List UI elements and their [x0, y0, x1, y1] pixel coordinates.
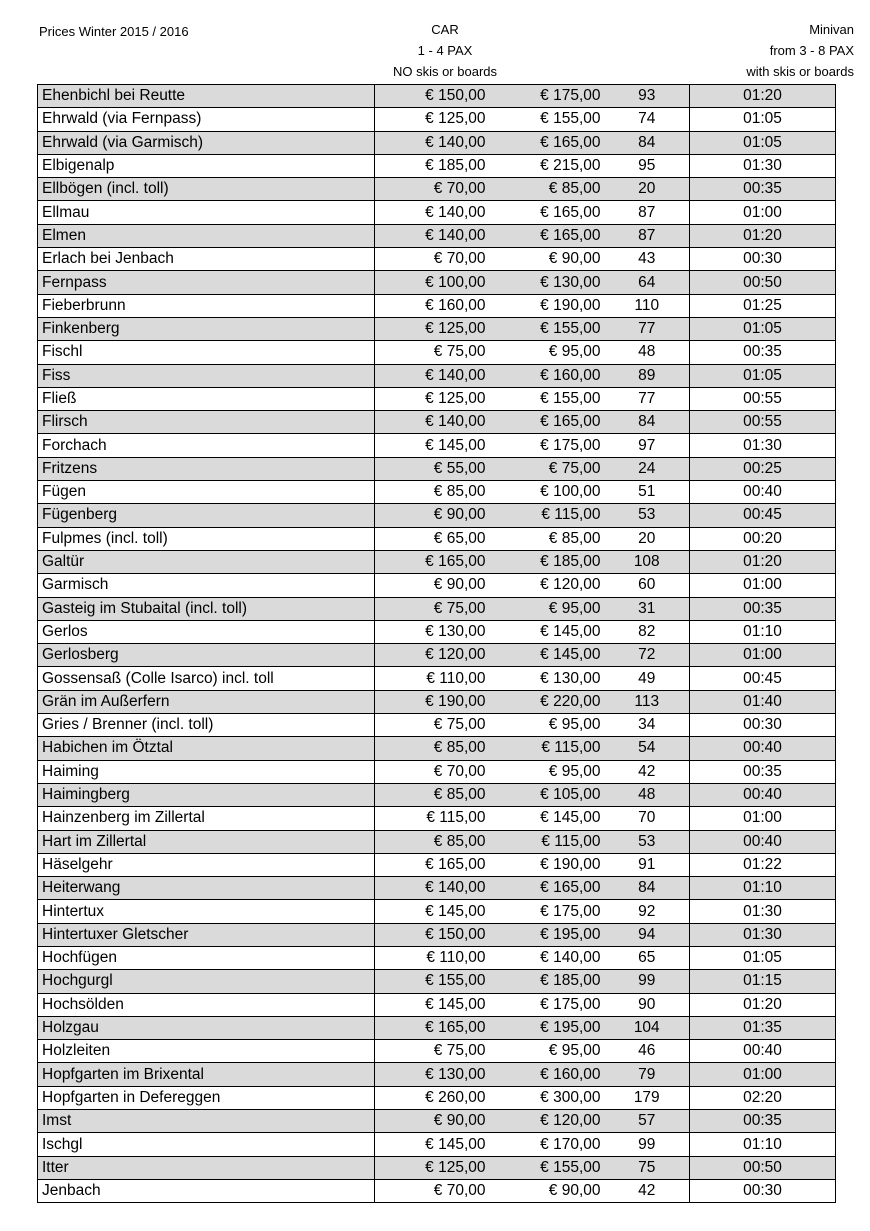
duration-cell: 01:30 [690, 900, 836, 923]
duration-cell: 00:50 [690, 1156, 836, 1179]
minivan-label: Minivan [809, 22, 854, 37]
table-row [38, 760, 836, 783]
table-row [38, 1110, 836, 1133]
car-price-cell: € 85,00 [375, 737, 490, 760]
car-price-cell: € 165,00 [375, 1016, 490, 1039]
car-price-cell: € 260,00 [375, 1086, 490, 1109]
distance-cell: 34 [605, 714, 690, 737]
duration-cell: 01:00 [690, 807, 836, 830]
duration-cell: 00:50 [690, 271, 836, 294]
duration-cell: 00:45 [690, 667, 836, 690]
destination-cell: Hintertux [38, 900, 375, 923]
destination-cell: Galtür [38, 550, 375, 573]
car-price-cell: € 90,00 [375, 504, 490, 527]
minivan-price-cell: € 160,00 [490, 1063, 605, 1086]
table-row [38, 620, 836, 643]
car-price-cell: € 75,00 [375, 714, 490, 737]
minivan-price-cell: € 130,00 [490, 667, 605, 690]
table-row [38, 1133, 836, 1156]
minivan-price-cell: € 165,00 [490, 224, 605, 247]
minivan-price-cell: € 140,00 [490, 946, 605, 969]
car-price-cell: € 75,00 [375, 597, 490, 620]
car-price-cell: € 110,00 [375, 946, 490, 969]
table-row [38, 574, 836, 597]
distance-cell: 113 [605, 690, 690, 713]
table-row [38, 201, 836, 224]
destination-cell: Garmisch [38, 574, 375, 597]
minivan-price-cell: € 120,00 [490, 1110, 605, 1133]
table-row [38, 1156, 836, 1179]
table-row [38, 434, 836, 457]
destination-cell: Holzgau [38, 1016, 375, 1039]
car-price-cell: € 70,00 [375, 1179, 490, 1202]
table-row [38, 877, 836, 900]
duration-cell: 00:35 [690, 341, 836, 364]
car-note: NO skis or boards [392, 64, 498, 79]
distance-cell: 90 [605, 993, 690, 1016]
distance-cell: 179 [605, 1086, 690, 1109]
car-price-cell: € 120,00 [375, 644, 490, 667]
car-price-cell: € 140,00 [375, 131, 490, 154]
destination-cell: Forchach [38, 434, 375, 457]
duration-cell: 01:15 [690, 970, 836, 993]
distance-cell: 49 [605, 667, 690, 690]
distance-cell: 24 [605, 457, 690, 480]
minivan-price-cell: € 160,00 [490, 364, 605, 387]
car-price-cell: € 140,00 [375, 364, 490, 387]
car-price-cell: € 125,00 [375, 387, 490, 410]
minivan-price-cell: € 130,00 [490, 271, 605, 294]
destination-cell: Ehrwald (via Fernpass) [38, 108, 375, 131]
duration-cell: 00:40 [690, 830, 836, 853]
duration-cell: 00:35 [690, 178, 836, 201]
duration-cell: 01:05 [690, 317, 836, 340]
car-price-cell: € 100,00 [375, 271, 490, 294]
car-price-cell: € 85,00 [375, 830, 490, 853]
price-table [37, 84, 836, 1203]
car-price-cell: € 55,00 [375, 457, 490, 480]
minivan-price-cell: € 170,00 [490, 1133, 605, 1156]
destination-cell: Hintertuxer Gletscher [38, 923, 375, 946]
car-pax: 1 - 4 PAX [417, 43, 473, 58]
distance-cell: 43 [605, 248, 690, 271]
table-row [38, 1063, 836, 1086]
distance-cell: 51 [605, 481, 690, 504]
car-price-cell: € 150,00 [375, 85, 490, 108]
table-row [38, 341, 836, 364]
minivan-price-cell: € 145,00 [490, 620, 605, 643]
destination-cell: Gerlos [38, 620, 375, 643]
duration-cell: 00:40 [690, 1040, 836, 1063]
destination-cell: Hopfgarten im Brixental [38, 1063, 375, 1086]
destination-cell: Haimingberg [38, 783, 375, 806]
distance-cell: 31 [605, 597, 690, 620]
minivan-price-cell: € 220,00 [490, 690, 605, 713]
destination-cell: Fischl [38, 341, 375, 364]
destination-cell: Erlach bei Jenbach [38, 248, 375, 271]
destination-cell: Hochgurgl [38, 970, 375, 993]
car-price-cell: € 165,00 [375, 550, 490, 573]
minivan-price-cell: € 105,00 [490, 783, 605, 806]
distance-cell: 54 [605, 737, 690, 760]
car-price-cell: € 155,00 [375, 970, 490, 993]
table-row [38, 85, 836, 108]
minivan-price-cell: € 155,00 [490, 108, 605, 131]
minivan-price-cell: € 175,00 [490, 85, 605, 108]
distance-cell: 74 [605, 108, 690, 131]
table-row [38, 644, 836, 667]
destination-cell: Gerlosberg [38, 644, 375, 667]
car-price-cell: € 145,00 [375, 993, 490, 1016]
table-row [38, 411, 836, 434]
destination-cell: Habichen im Ötztal [38, 737, 375, 760]
destination-cell: Haiming [38, 760, 375, 783]
duration-cell: 01:10 [690, 620, 836, 643]
car-price-cell: € 145,00 [375, 900, 490, 923]
duration-cell: 01:05 [690, 131, 836, 154]
car-column-header [330, 19, 560, 82]
table-row [38, 807, 836, 830]
distance-cell: 84 [605, 131, 690, 154]
minivan-price-cell: € 115,00 [490, 737, 605, 760]
car-price-cell: € 140,00 [375, 877, 490, 900]
table-row [38, 504, 836, 527]
duration-cell: 01:05 [690, 946, 836, 969]
minivan-price-cell: € 115,00 [490, 504, 605, 527]
duration-cell: 00:30 [690, 248, 836, 271]
table-row [38, 364, 836, 387]
table-row [38, 714, 836, 737]
duration-cell: 01:00 [690, 1063, 836, 1086]
minivan-price-cell: € 175,00 [490, 434, 605, 457]
minivan-pax: from 3 - 8 PAX [769, 43, 854, 58]
car-price-cell: € 160,00 [375, 294, 490, 317]
destination-cell: Fließ [38, 387, 375, 410]
duration-cell: 00:40 [690, 783, 836, 806]
car-price-cell: € 70,00 [375, 178, 490, 201]
distance-cell: 95 [605, 154, 690, 177]
car-price-cell: € 190,00 [375, 690, 490, 713]
destination-cell: Finkenberg [38, 317, 375, 340]
destination-cell: Fieberbrunn [38, 294, 375, 317]
distance-cell: 70 [605, 807, 690, 830]
table-row [38, 853, 836, 876]
destination-cell: Holzleiten [38, 1040, 375, 1063]
destination-cell: Häselgehr [38, 853, 375, 876]
minivan-column-header [746, 19, 854, 82]
destination-cell: Gasteig im Stubaital (incl. toll) [38, 597, 375, 620]
distance-cell: 108 [605, 550, 690, 573]
duration-cell: 01:10 [690, 1133, 836, 1156]
destination-cell: Elbigenalp [38, 154, 375, 177]
page-title: Prices Winter 2015 / 2016 [39, 24, 189, 39]
car-price-cell: € 185,00 [375, 154, 490, 177]
duration-cell: 01:30 [690, 154, 836, 177]
minivan-price-cell: € 95,00 [490, 341, 605, 364]
minivan-price-cell: € 95,00 [490, 714, 605, 737]
destination-cell: Imst [38, 1110, 375, 1133]
car-price-cell: € 110,00 [375, 667, 490, 690]
minivan-price-cell: € 155,00 [490, 387, 605, 410]
car-price-cell: € 115,00 [375, 807, 490, 830]
distance-cell: 99 [605, 970, 690, 993]
table-row [38, 271, 836, 294]
table-row [38, 970, 836, 993]
table-row [38, 923, 836, 946]
minivan-price-cell: € 115,00 [490, 830, 605, 853]
table-row [38, 481, 836, 504]
duration-cell: 00:20 [690, 527, 836, 550]
car-price-cell: € 145,00 [375, 1133, 490, 1156]
destination-cell: Jenbach [38, 1179, 375, 1202]
distance-cell: 82 [605, 620, 690, 643]
destination-cell: Ellbögen (incl. toll) [38, 178, 375, 201]
car-price-cell: € 85,00 [375, 783, 490, 806]
destination-cell: Hochfügen [38, 946, 375, 969]
table-row [38, 783, 836, 806]
table-row [38, 690, 836, 713]
duration-cell: 01:30 [690, 434, 836, 457]
minivan-price-cell: € 100,00 [490, 481, 605, 504]
minivan-price-cell: € 165,00 [490, 201, 605, 224]
destination-cell: Hart im Zillertal [38, 830, 375, 853]
minivan-price-cell: € 145,00 [490, 807, 605, 830]
destination-cell: Hopfgarten in Defereggen [38, 1086, 375, 1109]
duration-cell: 00:35 [690, 1110, 836, 1133]
table-row [38, 900, 836, 923]
car-price-cell: € 130,00 [375, 620, 490, 643]
table-row [38, 317, 836, 340]
minivan-price-cell: € 195,00 [490, 1016, 605, 1039]
minivan-price-cell: € 175,00 [490, 900, 605, 923]
car-price-cell: € 150,00 [375, 923, 490, 946]
car-price-cell: € 125,00 [375, 1156, 490, 1179]
table-row [38, 1040, 836, 1063]
destination-cell: Heiterwang [38, 877, 375, 900]
minivan-price-cell: € 155,00 [490, 1156, 605, 1179]
destination-cell: Fiss [38, 364, 375, 387]
distance-cell: 77 [605, 387, 690, 410]
car-price-cell: € 165,00 [375, 853, 490, 876]
destination-cell: Hainzenberg im Zillertal [38, 807, 375, 830]
distance-cell: 53 [605, 504, 690, 527]
distance-cell: 99 [605, 1133, 690, 1156]
minivan-price-cell: € 95,00 [490, 597, 605, 620]
destination-cell: Fulpmes (incl. toll) [38, 527, 375, 550]
distance-cell: 20 [605, 178, 690, 201]
table-row [38, 1179, 836, 1202]
table-row [38, 667, 836, 690]
table-row [38, 108, 836, 131]
minivan-price-cell: € 190,00 [490, 294, 605, 317]
duration-cell: 00:30 [690, 714, 836, 737]
duration-cell: 00:35 [690, 760, 836, 783]
car-price-cell: € 85,00 [375, 481, 490, 504]
duration-cell: 00:40 [690, 481, 836, 504]
car-price-cell: € 90,00 [375, 574, 490, 597]
destination-cell: Elmen [38, 224, 375, 247]
distance-cell: 91 [605, 853, 690, 876]
car-price-cell: € 90,00 [375, 1110, 490, 1133]
minivan-price-cell: € 145,00 [490, 644, 605, 667]
distance-cell: 93 [605, 85, 690, 108]
car-price-cell: € 75,00 [375, 1040, 490, 1063]
duration-cell: 01:22 [690, 853, 836, 876]
destination-cell: Fügen [38, 481, 375, 504]
duration-cell: 01:00 [690, 644, 836, 667]
duration-cell: 00:35 [690, 597, 836, 620]
distance-cell: 92 [605, 900, 690, 923]
destination-cell: Ischgl [38, 1133, 375, 1156]
table-row [38, 224, 836, 247]
distance-cell: 53 [605, 830, 690, 853]
distance-cell: 89 [605, 364, 690, 387]
table-row [38, 294, 836, 317]
table-row [38, 457, 836, 480]
destination-cell: Fügenberg [38, 504, 375, 527]
minivan-price-cell: € 195,00 [490, 923, 605, 946]
minivan-price-cell: € 75,00 [490, 457, 605, 480]
minivan-price-cell: € 185,00 [490, 970, 605, 993]
car-price-cell: € 130,00 [375, 1063, 490, 1086]
car-price-cell: € 75,00 [375, 341, 490, 364]
distance-cell: 94 [605, 923, 690, 946]
duration-cell: 01:00 [690, 574, 836, 597]
distance-cell: 84 [605, 877, 690, 900]
table-row [38, 737, 836, 760]
distance-cell: 46 [605, 1040, 690, 1063]
destination-cell: Hochsölden [38, 993, 375, 1016]
duration-cell: 01:30 [690, 923, 836, 946]
distance-cell: 72 [605, 644, 690, 667]
table-row [38, 387, 836, 410]
distance-cell: 48 [605, 783, 690, 806]
duration-cell: 00:40 [690, 737, 836, 760]
minivan-price-cell: € 95,00 [490, 760, 605, 783]
distance-cell: 110 [605, 294, 690, 317]
minivan-price-cell: € 165,00 [490, 411, 605, 434]
distance-cell: 64 [605, 271, 690, 294]
distance-cell: 42 [605, 760, 690, 783]
destination-cell: Fernpass [38, 271, 375, 294]
car-price-cell: € 145,00 [375, 434, 490, 457]
duration-cell: 01:25 [690, 294, 836, 317]
car-price-cell: € 140,00 [375, 224, 490, 247]
table-row [38, 1016, 836, 1039]
minivan-price-cell: € 215,00 [490, 154, 605, 177]
destination-cell: Fritzens [38, 457, 375, 480]
distance-cell: 20 [605, 527, 690, 550]
minivan-price-cell: € 90,00 [490, 248, 605, 271]
duration-cell: 01:05 [690, 364, 836, 387]
duration-cell: 01:00 [690, 201, 836, 224]
destination-cell: Gossensaß (Colle Isarco) incl. toll [38, 667, 375, 690]
table-row [38, 1086, 836, 1109]
table-row [38, 597, 836, 620]
distance-cell: 87 [605, 224, 690, 247]
distance-cell: 87 [605, 201, 690, 224]
car-price-cell: € 70,00 [375, 248, 490, 271]
duration-cell: 01:20 [690, 993, 836, 1016]
minivan-price-cell: € 120,00 [490, 574, 605, 597]
table-row [38, 550, 836, 573]
table-row [38, 527, 836, 550]
destination-cell: Grän im Außerfern [38, 690, 375, 713]
destination-cell: Ehenbichl bei Reutte [38, 85, 375, 108]
duration-cell: 02:20 [690, 1086, 836, 1109]
duration-cell: 00:45 [690, 504, 836, 527]
car-label: CAR [431, 22, 459, 37]
minivan-price-cell: € 175,00 [490, 993, 605, 1016]
car-price-cell: € 140,00 [375, 411, 490, 434]
duration-cell: 01:05 [690, 108, 836, 131]
duration-cell: 01:35 [690, 1016, 836, 1039]
duration-cell: 01:10 [690, 877, 836, 900]
minivan-price-cell: € 185,00 [490, 550, 605, 573]
minivan-price-cell: € 300,00 [490, 1086, 605, 1109]
duration-cell: 01:20 [690, 85, 836, 108]
distance-cell: 97 [605, 434, 690, 457]
duration-cell: 00:30 [690, 1179, 836, 1202]
duration-cell: 01:20 [690, 224, 836, 247]
car-price-cell: € 65,00 [375, 527, 490, 550]
distance-cell: 79 [605, 1063, 690, 1086]
minivan-price-cell: € 90,00 [490, 1179, 605, 1202]
minivan-price-cell: € 85,00 [490, 527, 605, 550]
table-row [38, 178, 836, 201]
table-row [38, 993, 836, 1016]
duration-cell: 00:55 [690, 411, 836, 434]
duration-cell: 00:25 [690, 457, 836, 480]
minivan-price-cell: € 85,00 [490, 178, 605, 201]
distance-cell: 65 [605, 946, 690, 969]
table-row [38, 248, 836, 271]
car-price-cell: € 140,00 [375, 201, 490, 224]
minivan-price-cell: € 155,00 [490, 317, 605, 340]
distance-cell: 60 [605, 574, 690, 597]
minivan-price-cell: € 165,00 [490, 131, 605, 154]
distance-cell: 42 [605, 1179, 690, 1202]
destination-cell: Itter [38, 1156, 375, 1179]
duration-cell: 01:40 [690, 690, 836, 713]
distance-cell: 104 [605, 1016, 690, 1039]
car-price-cell: € 70,00 [375, 760, 490, 783]
duration-cell: 00:55 [690, 387, 836, 410]
destination-cell: Ellmau [38, 201, 375, 224]
distance-cell: 57 [605, 1110, 690, 1133]
car-price-cell: € 125,00 [375, 108, 490, 131]
minivan-price-cell: € 190,00 [490, 853, 605, 876]
distance-cell: 77 [605, 317, 690, 340]
destination-cell: Gries / Brenner (incl. toll) [38, 714, 375, 737]
distance-cell: 75 [605, 1156, 690, 1179]
minivan-price-cell: € 165,00 [490, 877, 605, 900]
distance-cell: 48 [605, 341, 690, 364]
destination-cell: Flirsch [38, 411, 375, 434]
table-row [38, 154, 836, 177]
destination-cell: Ehrwald (via Garmisch) [38, 131, 375, 154]
minivan-note: with skis or boards [746, 64, 854, 79]
duration-cell: 01:20 [690, 550, 836, 573]
table-row [38, 946, 836, 969]
table-row [38, 830, 836, 853]
minivan-price-cell: € 95,00 [490, 1040, 605, 1063]
distance-cell: 84 [605, 411, 690, 434]
table-row [38, 131, 836, 154]
car-price-cell: € 125,00 [375, 317, 490, 340]
